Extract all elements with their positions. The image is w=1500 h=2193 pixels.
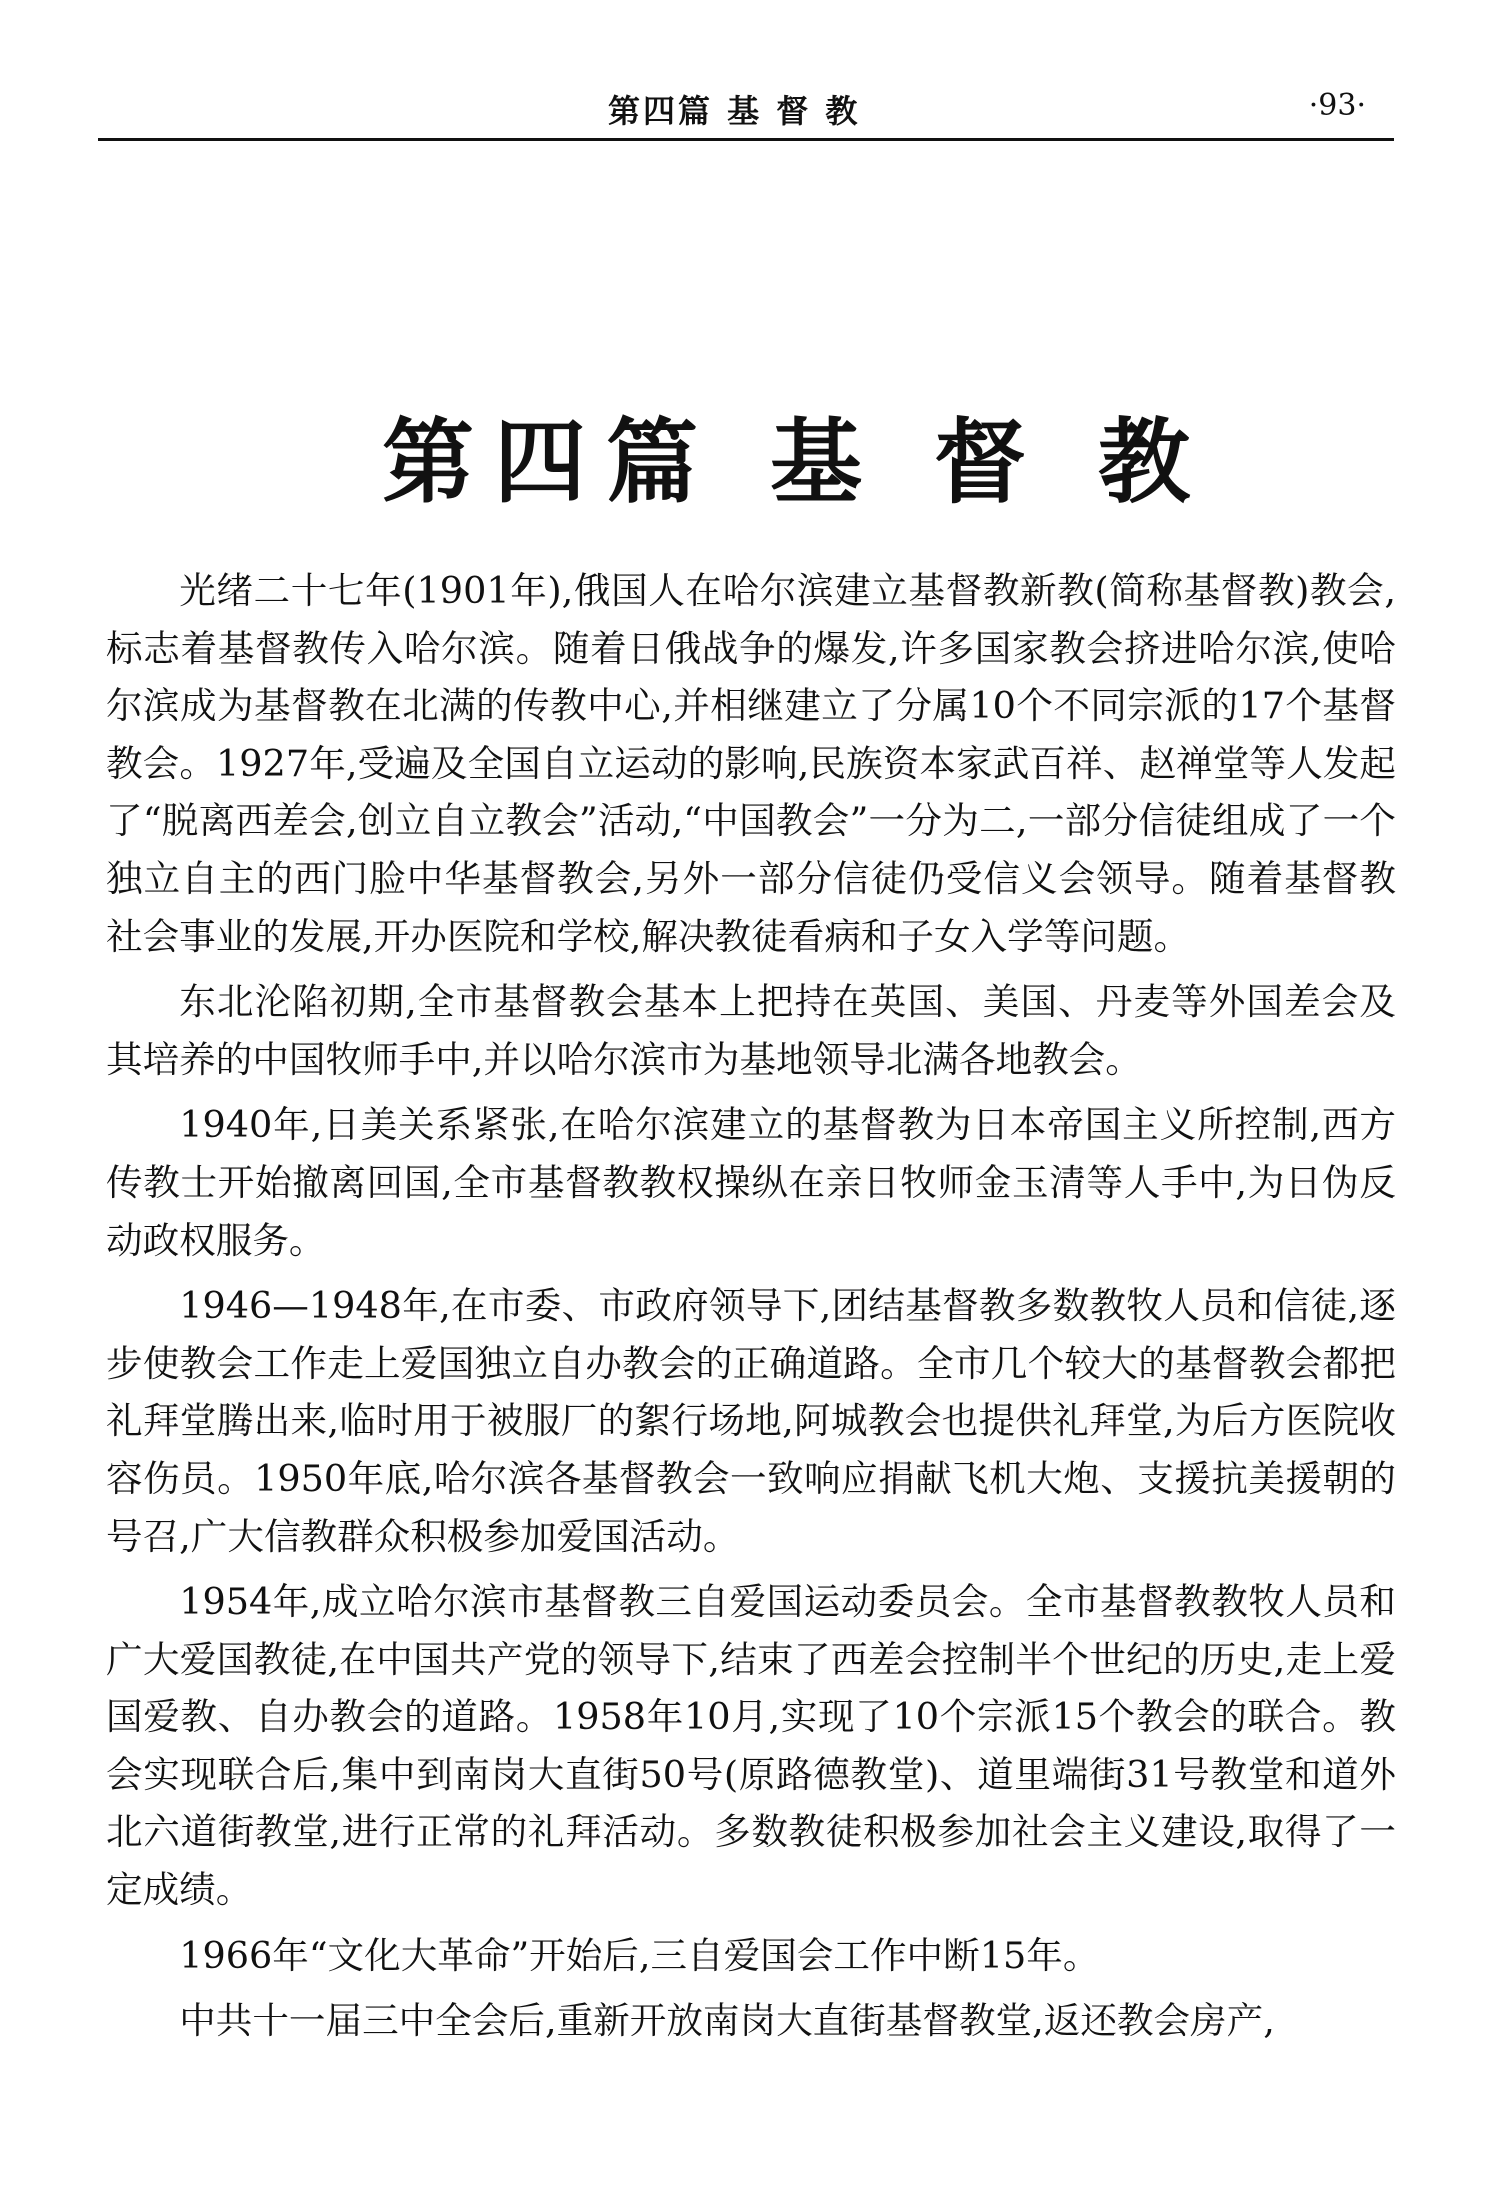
running-header-title: 第四篇 基 督 教 bbox=[608, 92, 861, 130]
paragraph: 1946—1948年,在市委、市政府领导下,团结基督教多数教牧人员和信徒,逐步使教会工作走上爱国独立自办教会的正确道路。全市几个较大的基督教会都把礼拜堂腾出来,临时用于被服厂的絮行场地,阿城教会也提供礼拜堂,为后方医院收容伤员。1950年底,哈尔滨各基督教会一致响应捐献飞机大炮、支援抗美援朝的号召,广大信教群众积极参加爱国活动。 bbox=[106, 1284, 1396, 1558]
header-rule bbox=[98, 138, 1394, 141]
body-text bbox=[106, 562, 1396, 2058]
paragraph: 1966年“文化大革命”开始后,三自爱国会工作中断15年。 bbox=[179, 1933, 1100, 1977]
page-number: ·93· bbox=[1308, 88, 1366, 123]
paragraph: 1940年,日美关系紧张,在哈尔滨建立的基督教为日本帝国主义所控制,西方传教士开始撤离回国,全市基督教教权操纵在亲日牧师金玉清等人手中,为日伪反动政权服务。 bbox=[106, 1103, 1396, 1262]
paragraph: 1954年,成立哈尔滨市基督教三自爱国运动委员会。全市基督教教牧人员和广大爱国教徒,在中国共产党的领导下,结束了西差会控制半个世纪的历史,走上爱国爱教、自办教会的道路。1958年10月,实现了10个宗派15个教会的联合。教会实现联合后,集中到南岗大直街50号(原路德教堂)、道里端街31号教堂和道外北六道街教堂,进行正常的礼拜活动。多数教徒积极参加社会主义建设,取得了一定成绩。 bbox=[106, 1580, 1396, 1912]
paragraph: 中共十一届三中全会后,重新开放南岗大直街基督教堂,返还教会房产, bbox=[179, 1999, 1275, 2043]
paragraph: 光绪二十七年(1901年),俄国人在哈尔滨建立基督教新教(简称基督教)教会,标志着基督教传入哈尔滨。随着日俄战争的爆发,许多国家教会挤进哈尔滨,使哈尔滨成为基督教在北满的传教中心,并相继建立了分属10个不同宗派的17个基督教会。1927年,受遍及全国自立运动的影响,民族资本家武百祥、赵禅堂等人发起了“脱离西差会,创立自立教会”活动,“中国教会”一分为二,一部分信徒组成了一个独立自主的西门脸中华基督教会,另外一部分信徒仍受信义会领导。随着基督教社会事业的发展,开办医院和学校,解决教徒看病和子女入学等问题。 bbox=[106, 569, 1396, 958]
running-header bbox=[98, 82, 1394, 132]
paragraph: 东北沦陷初期,全市基督教会基本上把持在英国、美国、丹麦等外国差会及其培养的中国牧师手中,并以哈尔滨市为基地领导北满各地教会。 bbox=[106, 980, 1396, 1081]
chapter-title: 第四篇 基 督 教 bbox=[382, 407, 1211, 516]
